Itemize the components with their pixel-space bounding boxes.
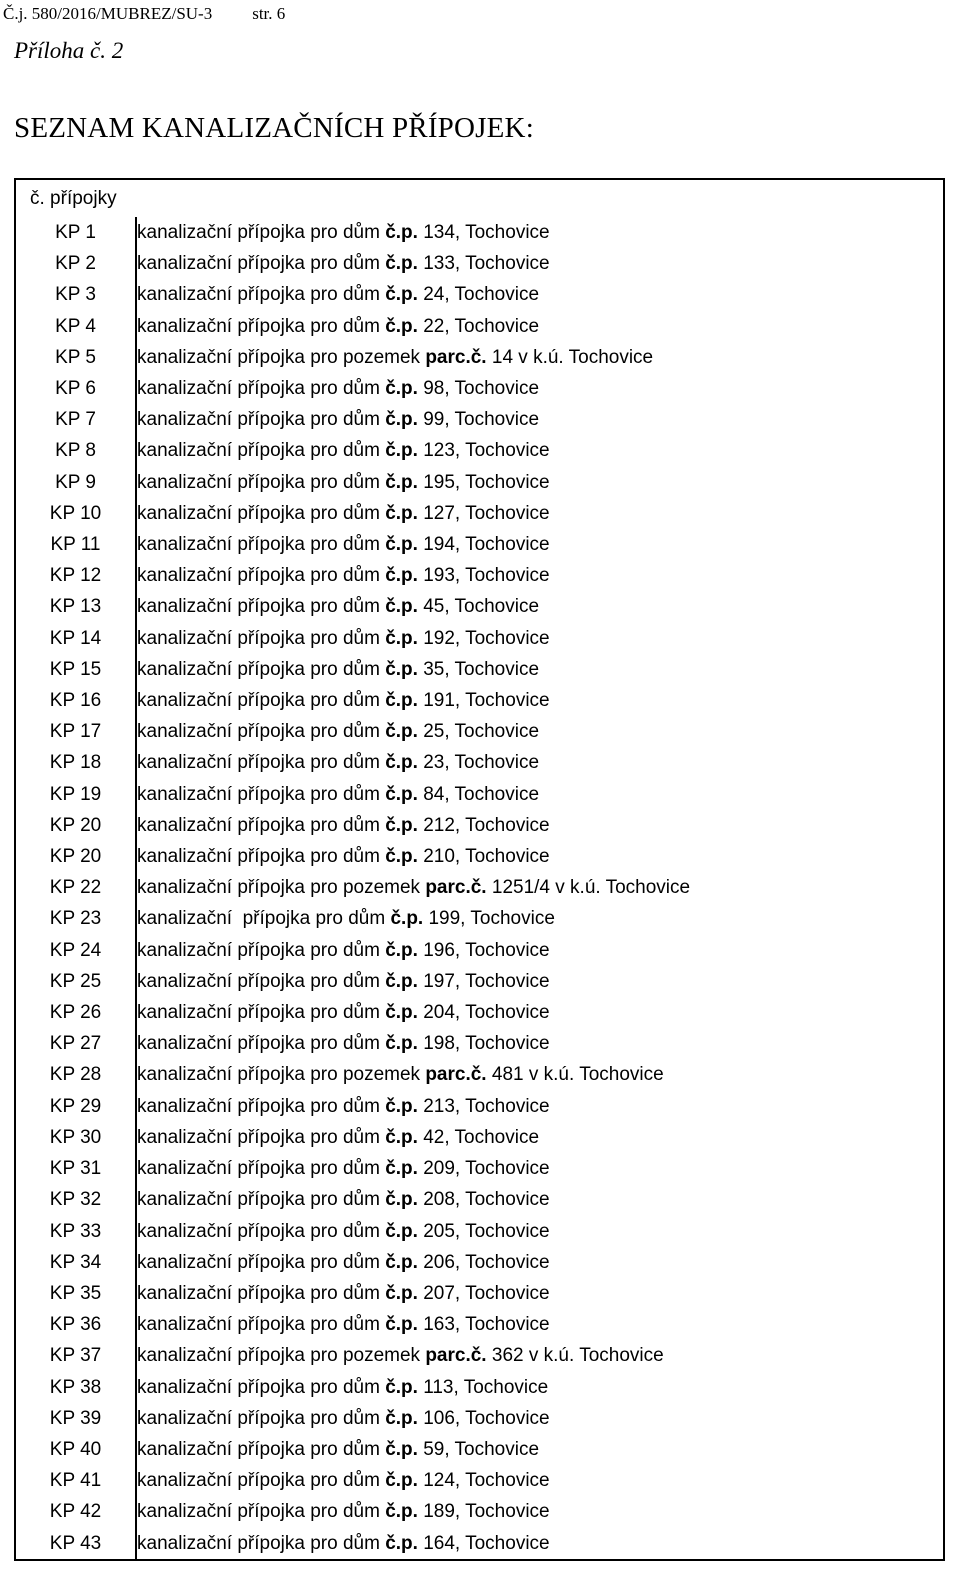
- description-text: kanalizační přípojka pro dům: [137, 627, 386, 649]
- connection-description: [136, 1340, 944, 1371]
- table-row: [15, 1153, 944, 1184]
- connection-description: [136, 248, 944, 279]
- description-abbreviation: č.p.: [385, 1376, 418, 1398]
- table-row: [15, 279, 944, 310]
- description-abbreviation: č.p.: [385, 1158, 418, 1180]
- description-number-location: 213, Tochovice: [417, 1095, 550, 1117]
- description-text: kanalizační přípojka pro pozemek: [137, 1345, 426, 1367]
- table-row: [15, 1247, 944, 1278]
- connection-code: KP 37: [15, 1340, 136, 1371]
- description-abbreviation: č.p.: [385, 1501, 418, 1523]
- description-abbreviation: č.p.: [385, 253, 418, 275]
- connection-code: KP 26: [15, 997, 136, 1028]
- connection-description: [136, 1184, 944, 1215]
- connection-description: [136, 1153, 944, 1184]
- description-number-location: 197, Tochovice: [417, 970, 550, 992]
- description-number-location: 191, Tochovice: [417, 690, 550, 712]
- description-number-location: 106, Tochovice: [417, 1407, 550, 1429]
- connection-description: [136, 1434, 944, 1465]
- description-text: kanalizační přípojka pro dům: [137, 721, 386, 743]
- connection-code: KP 31: [15, 1153, 136, 1184]
- table-header-row: [15, 179, 944, 217]
- connection-description: [136, 1247, 944, 1278]
- table-row: [15, 498, 944, 529]
- connection-code: KP 2: [15, 248, 136, 279]
- connection-description: [136, 810, 944, 841]
- description-abbreviation: č.p.: [385, 1407, 418, 1429]
- connection-code: KP 7: [15, 404, 136, 435]
- description-number-location: 123, Tochovice: [417, 440, 550, 462]
- description-abbreviation: č.p.: [385, 1002, 418, 1024]
- connection-code: KP 28: [15, 1059, 136, 1090]
- description-text: kanalizační přípojka pro dům: [137, 690, 386, 712]
- connection-description: [136, 591, 944, 622]
- table-row: [15, 1434, 944, 1465]
- description-text: kanalizační přípojka pro dům: [137, 284, 386, 306]
- table-row: [15, 1340, 944, 1371]
- description-abbreviation: č.p.: [385, 658, 418, 680]
- description-text: kanalizační přípojka pro dům: [137, 1407, 386, 1429]
- description-abbreviation: č.p.: [385, 1532, 418, 1554]
- description-abbreviation: č.p.: [385, 1126, 418, 1148]
- description-abbreviation: č.p.: [385, 1470, 418, 1492]
- table-row: [15, 1309, 944, 1340]
- connection-description: [136, 966, 944, 997]
- table-row: [15, 1216, 944, 1247]
- table-row: [15, 1122, 944, 1153]
- description-text: kanalizační přípojka pro dům: [137, 502, 386, 524]
- description-text: kanalizační přípojka pro dům: [137, 908, 391, 930]
- page-header: [3, 4, 285, 24]
- description-abbreviation: č.p.: [385, 565, 418, 587]
- connection-description: [136, 1528, 944, 1560]
- description-abbreviation: č.p.: [385, 471, 418, 493]
- description-number-location: 198, Tochovice: [417, 1033, 550, 1055]
- description-number-location: 42, Tochovice: [417, 1126, 540, 1148]
- connection-description: [136, 311, 944, 342]
- description-number-location: 84, Tochovice: [417, 783, 540, 805]
- connection-description: [136, 529, 944, 560]
- description-text: kanalizační přípojka pro dům: [137, 1376, 386, 1398]
- description-text: kanalizační přípojka pro dům: [137, 814, 386, 836]
- connection-code: KP 35: [15, 1278, 136, 1309]
- table-row: [15, 560, 944, 591]
- page-number: str. 6: [252, 4, 286, 23]
- description-text: kanalizační přípojka pro dům: [137, 1314, 386, 1336]
- description-abbreviation: č.p.: [385, 378, 418, 400]
- table-row: [15, 435, 944, 466]
- connection-description: [136, 1372, 944, 1403]
- table-row: [15, 248, 944, 279]
- connection-code: KP 4: [15, 311, 136, 342]
- description-abbreviation: č.p.: [385, 596, 418, 618]
- description-number-location: 45, Tochovice: [417, 596, 540, 618]
- connection-code: KP 20: [15, 810, 136, 841]
- table-row: [15, 1028, 944, 1059]
- description-number-location: 362 v k.ú. Tochovice: [486, 1345, 664, 1367]
- table-row: [15, 1465, 944, 1496]
- description-text: kanalizační přípojka pro dům: [137, 222, 386, 243]
- description-text: kanalizační přípojka pro dům: [137, 970, 386, 992]
- connection-description: [136, 1465, 944, 1496]
- description-text: kanalizační přípojka pro dům: [137, 658, 386, 680]
- description-text: kanalizační přípojka pro pozemek: [137, 346, 426, 368]
- description-text: kanalizační přípojka pro dům: [137, 253, 386, 275]
- table-row: [15, 654, 944, 685]
- description-abbreviation: č.p.: [385, 627, 418, 649]
- connection-description: [136, 1028, 944, 1059]
- description-number-location: 194, Tochovice: [417, 534, 550, 556]
- description-abbreviation: č.p.: [385, 1282, 418, 1304]
- table-row: [15, 529, 944, 560]
- description-abbreviation: parc.č.: [425, 877, 487, 899]
- description-text: kanalizační přípojka pro dům: [137, 378, 386, 400]
- connection-code: KP 30: [15, 1122, 136, 1153]
- description-number-location: 1251/4 v k.ú. Tochovice: [486, 877, 691, 899]
- description-text: kanalizační přípojka pro dům: [137, 440, 386, 462]
- connection-code: KP 39: [15, 1403, 136, 1434]
- table-row: [15, 623, 944, 654]
- table-row: [15, 404, 944, 435]
- connection-description: [136, 498, 944, 529]
- description-number-location: 196, Tochovice: [417, 939, 550, 961]
- description-text: kanalizační přípojka pro dům: [137, 409, 386, 431]
- description-text: kanalizační přípojka pro dům: [137, 1501, 386, 1523]
- connection-code: KP 33: [15, 1216, 136, 1247]
- description-number-location: 99, Tochovice: [417, 409, 540, 431]
- description-abbreviation: parc.č.: [425, 1345, 487, 1367]
- description-text: kanalizační přípojka pro dům: [137, 846, 386, 868]
- table-row: [15, 935, 944, 966]
- description-abbreviation: č.p.: [385, 502, 418, 524]
- connection-code: KP 18: [15, 747, 136, 778]
- connection-description: [136, 1496, 944, 1527]
- description-text: kanalizační přípojka pro dům: [137, 315, 386, 337]
- connection-code: KP 24: [15, 935, 136, 966]
- connection-description: [136, 685, 944, 716]
- connection-description: [136, 654, 944, 685]
- table-row: [15, 1403, 944, 1434]
- connection-description: [136, 279, 944, 310]
- description-text: kanalizační přípojka pro dům: [137, 1095, 386, 1117]
- connection-code: KP 9: [15, 467, 136, 498]
- description-text: kanalizační přípojka pro dům: [137, 596, 386, 618]
- table-row: [15, 217, 944, 248]
- description-number-location: 210, Tochovice: [417, 846, 550, 868]
- table-row: [15, 966, 944, 997]
- description-number-location: 206, Tochovice: [417, 1251, 550, 1273]
- description-text: kanalizační přípojka pro dům: [137, 1126, 386, 1148]
- table-row: [15, 1184, 944, 1215]
- connection-code: KP 20: [15, 841, 136, 872]
- connection-description: [136, 935, 944, 966]
- connection-description: [136, 623, 944, 654]
- connection-code: KP 34: [15, 1247, 136, 1278]
- connection-code: KP 25: [15, 966, 136, 997]
- description-number-location: 209, Tochovice: [417, 1158, 550, 1180]
- description-number-location: 124, Tochovice: [417, 1470, 550, 1492]
- description-text: kanalizační přípojka pro dům: [137, 1438, 386, 1460]
- table-row: [15, 685, 944, 716]
- description-number-location: 127, Tochovice: [417, 502, 550, 524]
- connection-description: [136, 903, 944, 934]
- description-abbreviation: č.p.: [385, 1033, 418, 1055]
- table-row: [15, 342, 944, 373]
- description-number-location: 14 v k.ú. Tochovice: [486, 346, 654, 368]
- connection-code: KP 19: [15, 779, 136, 810]
- connection-code: KP 15: [15, 654, 136, 685]
- description-abbreviation: č.p.: [385, 1220, 418, 1242]
- description-text: kanalizační přípojka pro pozemek: [137, 1064, 426, 1086]
- connection-description: [136, 1122, 944, 1153]
- description-abbreviation: č.p.: [385, 222, 418, 243]
- connection-description: [136, 1403, 944, 1434]
- connection-code: KP 40: [15, 1434, 136, 1465]
- connection-code: KP 1: [15, 217, 136, 248]
- description-abbreviation: č.p.: [385, 1189, 418, 1211]
- table-row: [15, 591, 944, 622]
- connection-code: KP 11: [15, 529, 136, 560]
- description-number-location: 207, Tochovice: [417, 1282, 550, 1304]
- connections-table: [14, 178, 945, 1561]
- connection-description: [136, 747, 944, 778]
- description-text: kanalizační přípojka pro dům: [137, 1220, 386, 1242]
- description-abbreviation: č.p.: [385, 970, 418, 992]
- description-text: kanalizační přípojka pro dům: [137, 1282, 386, 1304]
- description-number-location: 23, Tochovice: [417, 752, 540, 774]
- description-text: kanalizační přípojka pro dům: [137, 1033, 386, 1055]
- connection-code: KP 8: [15, 435, 136, 466]
- description-abbreviation: parc.č.: [425, 1064, 487, 1086]
- table-row: [15, 872, 944, 903]
- description-abbreviation: č.p.: [385, 409, 418, 431]
- connection-description: [136, 1278, 944, 1309]
- connection-code: KP 22: [15, 872, 136, 903]
- description-text: kanalizační přípojka pro dům: [137, 939, 386, 961]
- connection-description: [136, 217, 944, 248]
- table-row: [15, 1528, 944, 1560]
- table-row: [15, 747, 944, 778]
- annex-label: Příloha č. 2: [14, 38, 124, 63]
- description-text: kanalizační přípojka pro dům: [137, 752, 386, 774]
- connection-description: [136, 779, 944, 810]
- connection-code: KP 12: [15, 560, 136, 591]
- table-row: [15, 779, 944, 810]
- description-number-location: 193, Tochovice: [417, 565, 550, 587]
- column-header-connection-number: č. přípojky: [15, 179, 944, 217]
- table-row: [15, 841, 944, 872]
- connection-code: KP 42: [15, 1496, 136, 1527]
- table-row: [15, 1278, 944, 1309]
- description-abbreviation: č.p.: [385, 721, 418, 743]
- table-row: [15, 903, 944, 934]
- connection-description: [136, 997, 944, 1028]
- description-number-location: 133, Tochovice: [417, 253, 550, 275]
- connection-code: KP 17: [15, 716, 136, 747]
- table-row: [15, 716, 944, 747]
- table-row: [15, 311, 944, 342]
- description-abbreviation: č.p.: [385, 690, 418, 712]
- description-number-location: 189, Tochovice: [417, 1501, 550, 1523]
- document-title: SEZNAM KANALIZAČNÍCH PŘÍPOJEK:: [14, 112, 534, 144]
- connection-code: KP 3: [15, 279, 136, 310]
- description-number-location: 164, Tochovice: [417, 1532, 550, 1554]
- connection-code: KP 14: [15, 623, 136, 654]
- description-number-location: 35, Tochovice: [417, 658, 540, 680]
- description-number-location: 24, Tochovice: [417, 284, 540, 306]
- description-number-location: 22, Tochovice: [417, 315, 540, 337]
- connection-code: KP 23: [15, 903, 136, 934]
- connection-code: KP 36: [15, 1309, 136, 1340]
- document-reference: Č.j. 580/2016/MUBREZ/SU-3: [3, 4, 213, 23]
- connection-code: KP 6: [15, 373, 136, 404]
- description-text: kanalizační přípojka pro dům: [137, 1158, 386, 1180]
- description-number-location: 204, Tochovice: [417, 1002, 550, 1024]
- description-abbreviation: č.p.: [385, 315, 418, 337]
- description-abbreviation: č.p.: [390, 908, 424, 930]
- description-text: kanalizační přípojka pro dům: [137, 1002, 386, 1024]
- table-row: [15, 1059, 944, 1090]
- description-abbreviation: č.p.: [385, 1251, 418, 1273]
- description-text: kanalizační přípojka pro pozemek: [137, 877, 426, 899]
- description-abbreviation: č.p.: [385, 440, 418, 462]
- description-number-location: 98, Tochovice: [417, 378, 540, 400]
- connection-description: [136, 1059, 944, 1090]
- connection-code: KP 32: [15, 1184, 136, 1215]
- connection-description: [136, 435, 944, 466]
- description-number-location: 208, Tochovice: [417, 1189, 550, 1211]
- description-abbreviation: č.p.: [385, 752, 418, 774]
- description-text: kanalizační přípojka pro dům: [137, 1189, 386, 1211]
- connection-description: [136, 342, 944, 373]
- description-abbreviation: č.p.: [385, 783, 418, 805]
- table-row: [15, 1372, 944, 1403]
- description-abbreviation: č.p.: [385, 939, 418, 961]
- connection-code: KP 13: [15, 591, 136, 622]
- description-text: kanalizační přípojka pro dům: [137, 534, 386, 556]
- description-text: kanalizační přípojka pro dům: [137, 783, 386, 805]
- description-number-location: 205, Tochovice: [417, 1220, 550, 1242]
- connection-description: [136, 467, 944, 498]
- connection-description: [136, 1091, 944, 1122]
- description-number-location: 113, Tochovice: [417, 1376, 549, 1398]
- connection-code: KP 27: [15, 1028, 136, 1059]
- description-number-location: 192, Tochovice: [417, 627, 550, 649]
- description-number-location: 134, Tochovice: [417, 222, 550, 243]
- table-row: [15, 467, 944, 498]
- connection-code: KP 16: [15, 685, 136, 716]
- connection-description: [136, 1309, 944, 1340]
- connection-code: KP 41: [15, 1465, 136, 1496]
- table-row: [15, 810, 944, 841]
- connection-description: [136, 560, 944, 591]
- description-number-location: 163, Tochovice: [417, 1314, 550, 1336]
- connection-code: KP 5: [15, 342, 136, 373]
- description-abbreviation: parc.č.: [425, 346, 487, 368]
- description-text: kanalizační přípojka pro dům: [137, 1251, 386, 1273]
- description-number-location: 199, Tochovice: [423, 908, 555, 930]
- description-abbreviation: č.p.: [385, 846, 418, 868]
- connection-code: KP 10: [15, 498, 136, 529]
- description-text: kanalizační přípojka pro dům: [137, 1470, 386, 1492]
- connection-description: [136, 872, 944, 903]
- description-abbreviation: č.p.: [385, 1095, 418, 1117]
- description-text: kanalizační přípojka pro dům: [137, 1532, 386, 1554]
- connection-description: [136, 841, 944, 872]
- table-row: [15, 997, 944, 1028]
- description-text: kanalizační přípojka pro dům: [137, 565, 386, 587]
- connection-code: KP 43: [15, 1528, 136, 1560]
- connection-description: [136, 716, 944, 747]
- connection-description: [136, 1216, 944, 1247]
- description-number-location: 195, Tochovice: [417, 471, 550, 493]
- description-abbreviation: č.p.: [385, 1438, 418, 1460]
- description-abbreviation: č.p.: [385, 814, 418, 836]
- connection-code: KP 29: [15, 1091, 136, 1122]
- table-row: [15, 1091, 944, 1122]
- connection-code: KP 38: [15, 1372, 136, 1403]
- description-abbreviation: č.p.: [385, 1314, 418, 1336]
- connection-description: [136, 373, 944, 404]
- table-row: [15, 1496, 944, 1527]
- connection-description: [136, 404, 944, 435]
- table-row: [15, 373, 944, 404]
- description-number-location: 25, Tochovice: [417, 721, 540, 743]
- description-text: kanalizační přípojka pro dům: [137, 471, 386, 493]
- description-abbreviation: č.p.: [385, 284, 418, 306]
- description-number-location: 212, Tochovice: [417, 814, 550, 836]
- description-number-location: 59, Tochovice: [417, 1438, 540, 1460]
- description-number-location: 481 v k.ú. Tochovice: [486, 1064, 664, 1086]
- description-abbreviation: č.p.: [385, 534, 418, 556]
